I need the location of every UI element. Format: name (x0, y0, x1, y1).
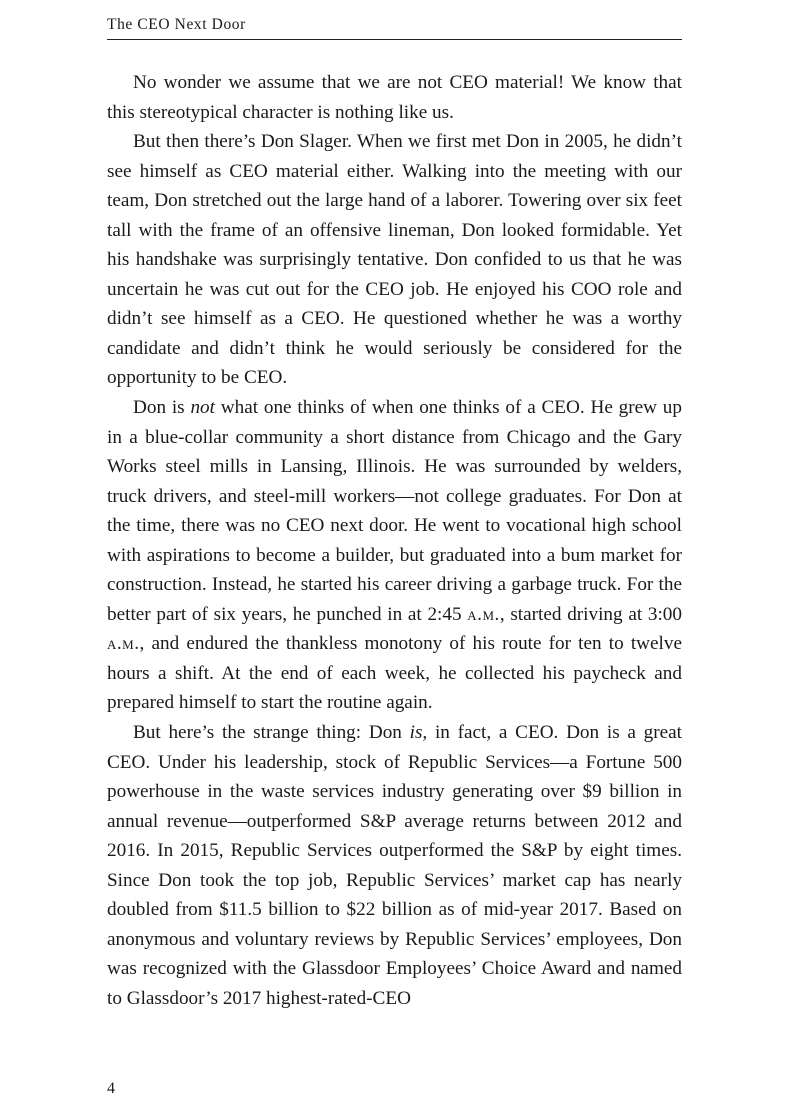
paragraph-4-emphasis: is, (409, 722, 428, 744)
paragraph-3-text-d: , and endured the thankless monotony of his route for ten to twelve hours a shift. At the end of each week, he collected his paycheck and prepared himself to start the routine again. (107, 633, 682, 714)
paragraph-2-text: But then there’s Don Slager. When we first met Don in 2005, he didn’t see himself as CEO material either. Walking into the meeting with our team, Don stretched out the large hand of a laborer. Towering over six feet tall with the frame of an offensive lineman, Don looked formidable. Yet his handshake was surprisingly tentative. Don confided to us that he was uncertain he was cut out for the CEO job. He enjoyed his COO role and didn’t see himself as a CEO. He questioned whether he was a worthy candidate and didn’t think he would seriously be considered for the opportunity to be CEO. (107, 131, 682, 389)
time-abbrev-1: a.m. (467, 603, 500, 625)
paragraph-1-text: No wonder we assume that we are not CEO material! We know that this stereotypical character is nothing like us. (107, 72, 682, 123)
body-text (107, 68, 682, 1014)
paragraph-3-text-a: Don is (133, 397, 191, 419)
time-abbrev-2: a.m. (107, 633, 140, 655)
page-number: 4 (107, 1080, 115, 1097)
paragraph-3 (107, 393, 682, 718)
paragraph-1 (107, 68, 682, 127)
header-rule (107, 39, 682, 40)
paragraph-3-emphasis: not (190, 397, 215, 419)
paragraph-4 (107, 718, 682, 1013)
paragraph-2 (107, 127, 682, 393)
paragraph-3-text-b: what one thinks of when one thinks of a CEO. He grew up in a blue-collar community a short distance from Chicago and the Gary Works steel mills in Lansing, Illinois. He was surrounded by welders, truck drivers, and steel-mill workers—not college graduates. For Don at the time, there was no CEO next door. He went to vocational high school with aspirations to become a builder, but graduated into a bum market for construction. Instead, he started his career driving a garbage truck. For the better part of six years, he punched in at 2:45 (107, 397, 682, 625)
paragraph-4-text-a: But here’s the strange thing: Don (133, 722, 410, 744)
paragraph-3-text-c: , started driving at 3:00 (499, 603, 682, 625)
paragraph-4-text-b: in fact, a CEO. Don is a great CEO. Under his leadership, stock of Republic Services—a Fortune 500 powerhouse in the waste services industry generating over $9 billion in annual revenue—outperformed S&P average returns between 2012 and 2016. In 2015, Republic Services outperformed the S&P by eight times. Since Don took the top job, Republic Services’ market cap has nearly doubled from $11.5 billion to $22 billion as of mid-year 2017. Based on anonymous and voluntary reviews by Republic Services’ employees, Don was recognized with the Glassdoor Employees’ Choice Award and named to Glassdoor’s 2017 highest-rated-CEO (107, 722, 682, 1009)
running-head: The CEO Next Door (107, 16, 246, 33)
